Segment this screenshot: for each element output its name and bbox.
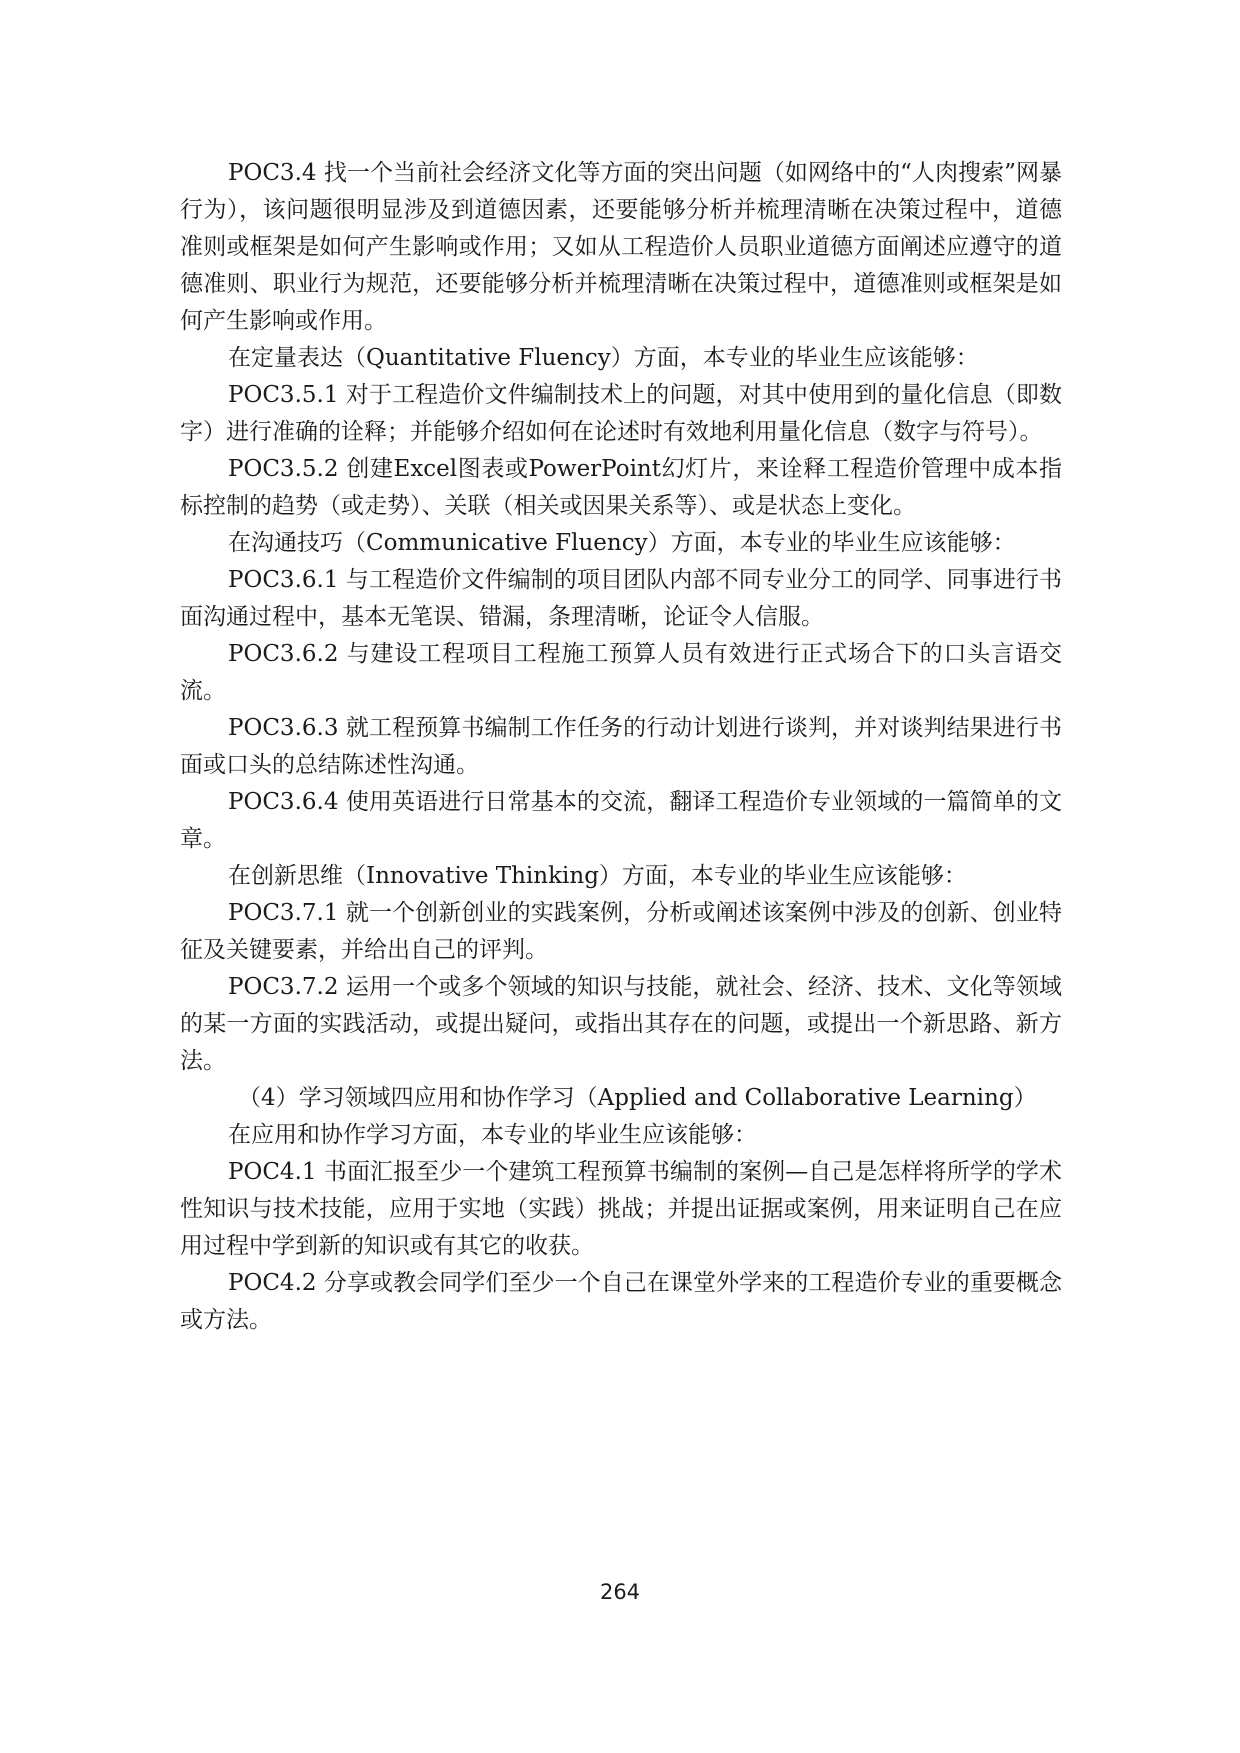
paragraph-communicative-intro: 在沟通技巧（Communicative Fluency）方面，本专业的毕业生应该能够： (228, 530, 1016, 556)
paragraph-poc3-4: POC3.4 找一个当前社会经济文化等方面的突出问题（如网络中的“人肉搜索”网暴行为），该问题很明显涉及到道德因素，还要能够分析并梳理清晰在决策过程中，道德准则或框架是如何产生影响或作用；又如从工程造价人员职业道德方面阐述应遵守的道德准则、职业行为规范，还要能够分析并梳理清晰在决策过程中，道德准则或框架是如何产生影响或作用。 (180, 160, 1062, 334)
paragraph-poc4-1: POC4.1 书面汇报至少一个建筑工程预算书编制的案例—自己是怎样将所学的学术性知识与技术技能，应用于实地（实践）挑战；并提出证据或案例，用来证明自己在应用过程中学到新的知识或有其它的收获。 (180, 1159, 1062, 1259)
paragraph-poc3-7-2: POC3.7.2 运用一个或多个领域的知识与技能，就社会、经济、技术、文化等领域的某一方面的实践活动，或提出疑问，或指出其存在的问题，或提出一个新思路、新方法。 (180, 974, 1062, 1074)
page-body (180, 155, 1062, 1339)
paragraph-innovative-intro: 在创新思维（Innovative Thinking）方面，本专业的毕业生应该能够： (228, 863, 967, 889)
paragraph-applied-intro: 在应用和协作学习方面，本专业的毕业生应该能够： (228, 1122, 757, 1148)
paragraph-poc3-5-2: POC3.5.2 创建Excel图表或PowerPoint幻灯片，来诠释工程造价管理中成本指标控制的趋势（或走势）、关联（相关或因果关系等）、或是状态上变化。 (180, 456, 1062, 519)
paragraph-poc3-6-4: POC3.6.4 使用英语进行日常基本的交流，翻译工程造价专业领域的一篇简单的文章。 (180, 789, 1062, 852)
paragraph-quantitative-intro: 在定量表达（Quantitative Fluency）方面，本专业的毕业生应该能够： (228, 345, 979, 371)
section-4-heading: （4）学习领域四应用和协作学习（Applied and Collaborative Learning） (238, 1085, 1037, 1111)
paragraph-poc3-6-2: POC3.6.2 与建设工程项目工程施工预算人员有效进行正式场合下的口头言语交流。 (180, 641, 1062, 704)
page-number: 264 (599, 1580, 641, 1604)
paragraph-poc3-5-1: POC3.5.1 对于工程造价文件编制技术上的问题，对其中使用到的量化信息（即数字）进行准确的诠释；并能够介绍如何在论述时有效地利用量化信息（数字与符号）。 (180, 382, 1062, 445)
paragraph-poc3-7-1: POC3.7.1 就一个创新创业的实践案例，分析或阐述该案例中涉及的创新、创业特征及关键要素，并给出自己的评判。 (180, 900, 1062, 963)
paragraph-poc3-6-3: POC3.6.3 就工程预算书编制工作任务的行动计划进行谈判，并对谈判结果进行书面或口头的总结陈述性沟通。 (180, 715, 1062, 778)
paragraph-poc4-2: POC4.2 分享或教会同学们至少一个自己在课堂外学来的工程造价专业的重要概念或方法。 (180, 1270, 1062, 1333)
paragraph-poc3-6-1: POC3.6.1 与工程造价文件编制的项目团队内部不同专业分工的同学、同事进行书面沟通过程中，基本无笔误、错漏，条理清晰，论证令人信服。 (180, 567, 1062, 630)
